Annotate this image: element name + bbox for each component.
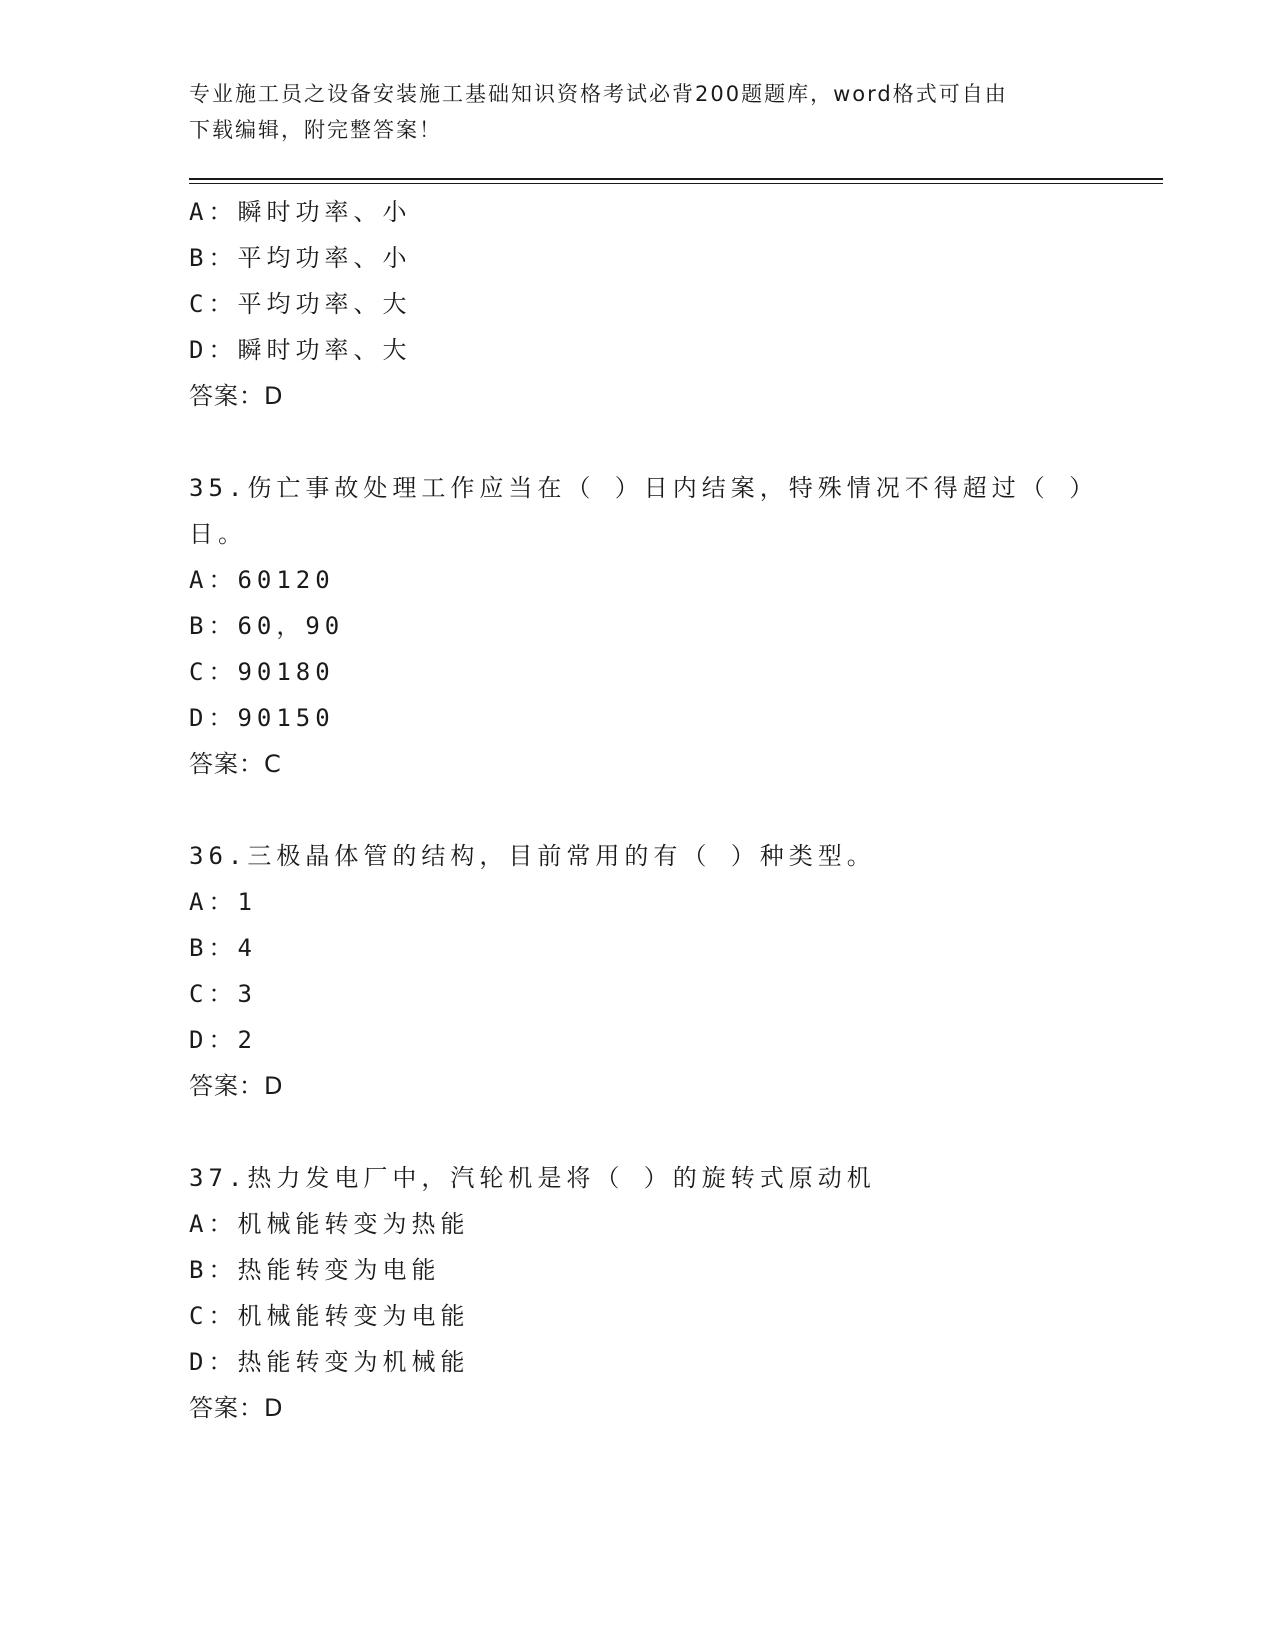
option-c: C：平均功率、大 [189, 290, 412, 318]
question-37 [189, 1155, 1089, 1431]
question-34-fragment [189, 189, 1089, 419]
answer-line: 答案：D [189, 1072, 284, 1100]
question-stem-continued: 日。 [189, 520, 247, 548]
document-header [189, 76, 1079, 148]
option-a: A：1 [189, 888, 257, 916]
option-c: C：3 [189, 980, 257, 1008]
option-d: D：热能转变为机械能 [189, 1348, 470, 1376]
option-b: B：热能转变为电能 [189, 1256, 441, 1284]
question-stem: 37.热力发电厂中，汽轮机是将（ ）的旋转式原动机 [189, 1164, 876, 1192]
question-list [189, 189, 1099, 1431]
option-a: A：机械能转变为热能 [189, 1210, 470, 1238]
option-c: C：机械能转变为电能 [189, 1302, 470, 1330]
question-stem: 35.伤亡事故处理工作应当在（ ）日内结案，特殊情况不得超过（ ） [189, 474, 1099, 502]
option-a: A：瞬时功率、小 [189, 198, 412, 226]
option-d: D：90150 [189, 704, 335, 732]
answer-line: 答案：D [189, 1394, 284, 1422]
header-rule-thin [189, 183, 1163, 184]
header-line-2: 下载编辑，附完整答案！ [189, 118, 442, 142]
option-b: B：4 [189, 934, 257, 962]
question-35 [189, 465, 1099, 787]
header-rule-thick [189, 178, 1163, 180]
option-a: A：60120 [189, 566, 335, 594]
option-d: D：2 [189, 1026, 257, 1054]
answer-line: 答案：D [189, 382, 284, 410]
option-b: B：60，90 [189, 612, 345, 640]
header-line-1: 专业施工员之设备安装施工基础知识资格考试必背200题题库，word格式可自由 [189, 82, 1008, 106]
option-b: B：平均功率、小 [189, 244, 412, 272]
question-stem: 36.三极晶体管的结构，目前常用的有（ ）种类型。 [189, 842, 876, 870]
answer-line: 答案：C [189, 750, 282, 778]
option-c: C：90180 [189, 658, 335, 686]
question-36 [189, 833, 1089, 1109]
option-d: D：瞬时功率、大 [189, 336, 412, 364]
